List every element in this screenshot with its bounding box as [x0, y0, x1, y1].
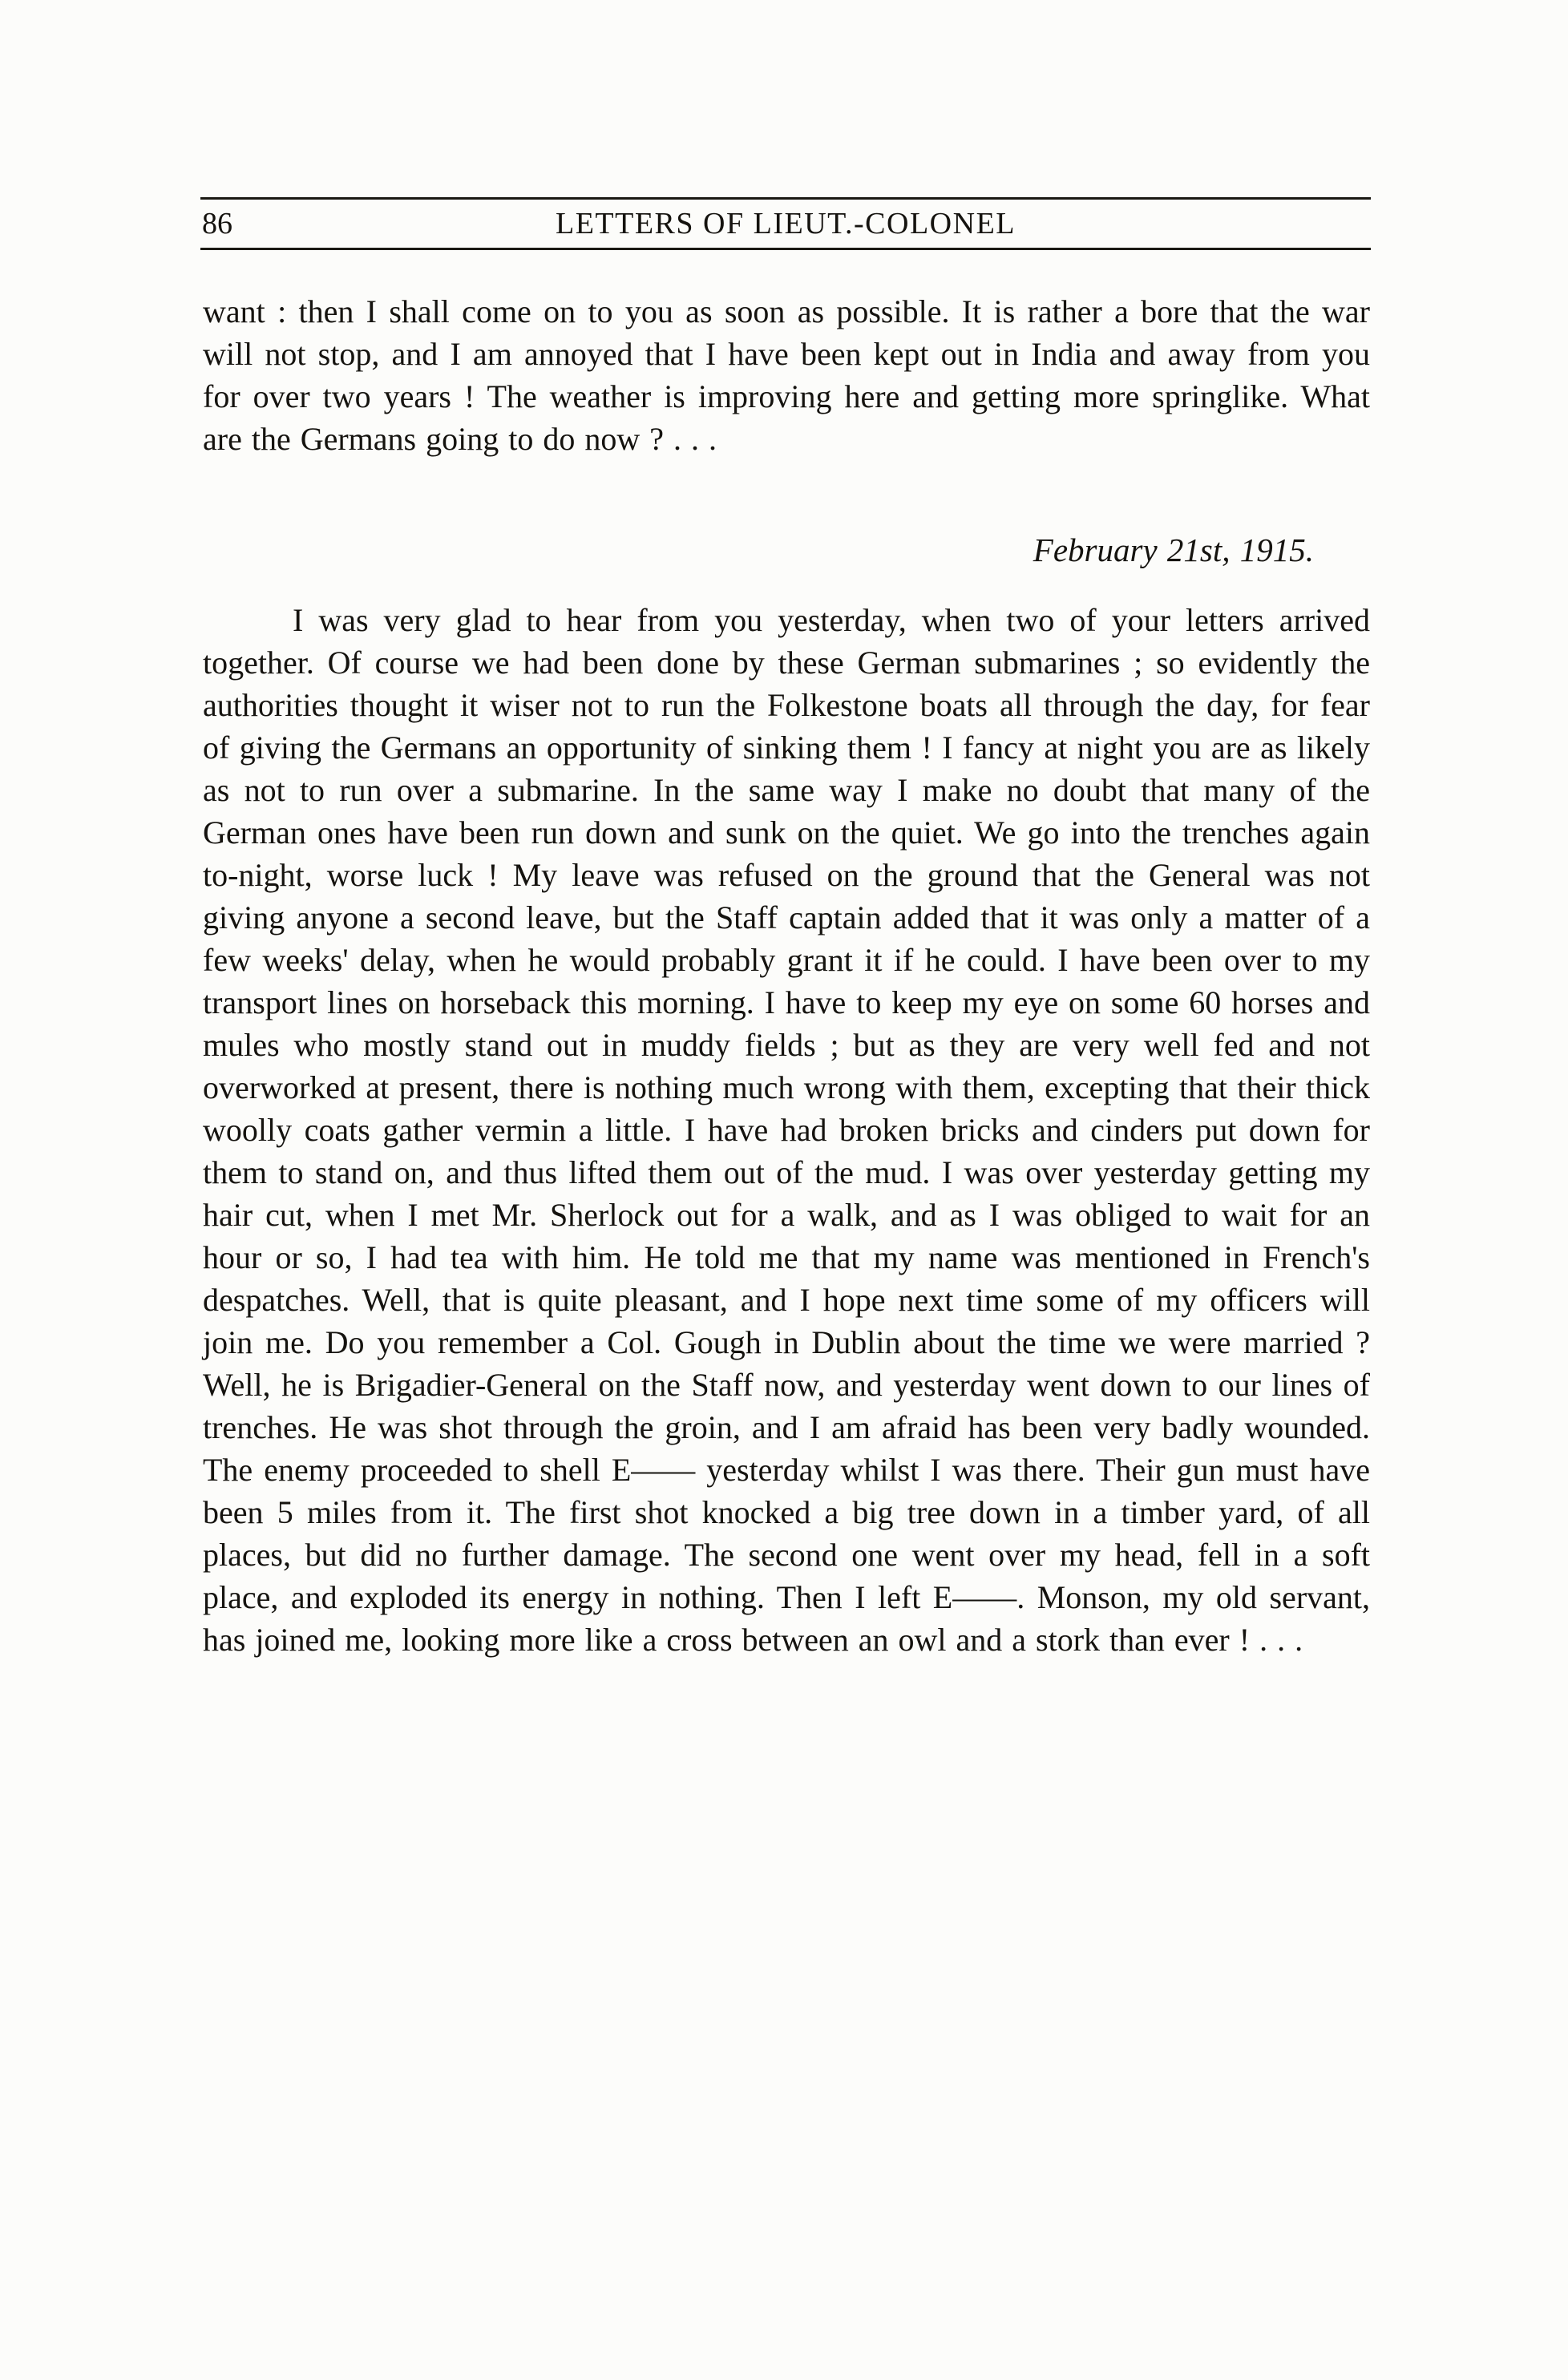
page-number: 86 — [202, 207, 232, 240]
header-row — [200, 200, 1371, 248]
letter-text — [203, 290, 1370, 1661]
page-header — [200, 197, 1371, 250]
letter-date: February 21st, 1915. — [1033, 531, 1314, 568]
paragraph-continuation: want : then I shall come on to you as soon as possible. It is rather a bore that the war will not stop, and I am annoyed that I have been kept out in India and away from you for over two years ! The weather is improving here and getting more springlike. What are the Germans going to do now ? . . . — [203, 293, 1370, 457]
header-rule-bottom — [200, 248, 1371, 250]
paragraph-letter-body: I was very glad to hear from you yesterday, when two of your letters arrived together. Of course we had been done by these German submarines ; so evidently the authorities thought it wiser not to run the Folkestone boats all through the day, for fear of giving the Germans an opportunity of sinking them ! I fancy at night you are as likely as not to run over a submarine. In the same way I make no doubt that many of the German ones have been run down and sunk on the quiet. We go into the trenches again to-night, worse luck ! My leave was refused on the ground that the General was not giving anyone a second leave, but the Staff captain added that it was only a matter of a few weeks' delay, when he would probably grant it if he could. I have been over to my transport lines on horseback this morning. I have to keep my eye on some 60 horses and mules who mostly stand out in muddy fields ; but as they are very well fed and not overworked at present, there is nothing much wrong with them, excepting that their thick woolly coats gather vermin a little. I have had broken bricks and cinders put down for them to stand on, and thus lifted them out of the mud. I was over yesterday getting my hair cut, when I met Mr. Sherlock out for a walk, and as I was obliged to wait for an hour or so, I had tea with him. He told me that my name was mentioned in French's despatches. Well, that is quite pleasant, and I hope next time some of my officers will join me. Do you remember a Col. Gough in Dublin about the time we were married ? Well, he is Brigadier-General on the Staff now, and yesterday went down to our lines of trenches. He was shot through the groin, and I am afraid has been very badly wounded. The enemy proceeded to shell E—— yesterday whilst I was there. Their gun must have been 5 miles from it. The first shot knocked a big tree down in a timber yard, of all places, but did no further damage. The second one went over my head, fell in a soft place, and exploded its energy in nothing. Then I left E——. Monson, my old servant, has joined me, looking more like a cross between an owl and a stork than ever ! . . . — [203, 602, 1370, 1658]
running-head: LETTERS OF LIEUT.-COLONEL — [556, 207, 1016, 240]
